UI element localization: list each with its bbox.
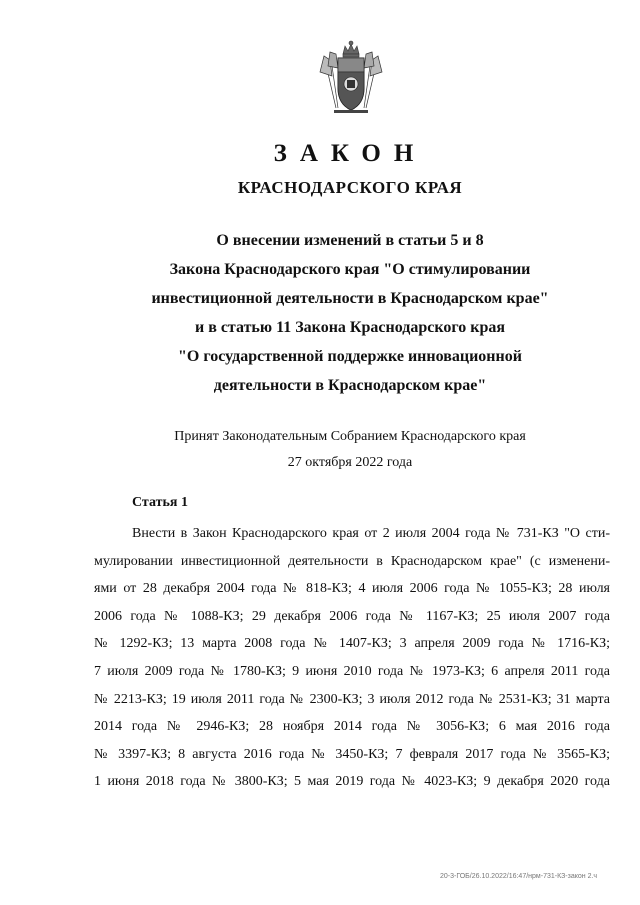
- adoption-date: 27 октября 2022 года: [287, 455, 413, 470]
- article-line: 2006 года № 1088-КЗ; 29 декабря 2006 года № 1167-КЗ; 25 июля 2007 года: [94, 608, 610, 624]
- footer-code: 20-3-ГОБ/26.10.2022/16:47/нрм-731-КЗ-закон 2.ч: [440, 873, 598, 880]
- article-line: № 2213-КЗ; 19 июля 2011 года № 2300-КЗ; 3 июля 2012 года № 2531-КЗ; 31 марта: [94, 691, 610, 707]
- article-line: № 1292-КЗ; 13 марта 2008 года № 1407-КЗ; 3 апреля 2009 года № 1716-КЗ;: [94, 636, 610, 652]
- title-line: "О государственной поддержке инновационной: [178, 348, 522, 365]
- article-body: [94, 520, 610, 796]
- article-heading: Статья 1: [132, 495, 188, 510]
- title-line: и в статью 11 Закона Краснодарского края: [194, 319, 506, 336]
- article-line: 7 июля 2009 года № 1780-КЗ; 9 июня 2010 года № 1973-КЗ; 6 апреля 2011 года: [94, 663, 610, 679]
- article-line: 1 июня 2018 года № 3800-КЗ; 5 мая 2019 года № 4023-КЗ; 9 декабря 2020 года: [94, 774, 610, 790]
- adoption-line: Принят Законодательным Собранием Краснодарского края: [174, 429, 526, 444]
- region-heading: КРАСНОДАРСКОГО КРАЯ: [237, 178, 463, 197]
- law-heading: ЗАКОН: [273, 140, 427, 167]
- title-line: инвестиционной деятельности в Краснодарском крае": [151, 290, 549, 307]
- title-line: О внесении изменений в статьи 5 и 8: [216, 232, 484, 249]
- article-line: Внести в Закон Краснодарского края от 2 июля 2004 года № 731-КЗ "О сти-: [132, 526, 610, 541]
- title-line: Закона Краснодарского края "О стимулировании: [169, 261, 531, 278]
- law-title: [0, 226, 640, 400]
- article-line: ями от 28 декабря 2004 года № 818-КЗ; 4 июля 2006 года № 1055-КЗ; 28 июля: [94, 581, 610, 597]
- article-line: № 3397-КЗ; 8 августа 2016 года № 3450-КЗ; 7 февраля 2017 года № 3565-КЗ;: [94, 746, 610, 762]
- article-line: мулировании инвестиционной деятельности в Краснодарском крае" (с изменени-: [94, 553, 610, 569]
- title-line: деятельности в Краснодарском крае": [213, 377, 487, 394]
- adoption-note: [0, 424, 640, 476]
- article-line: 2014 года № 2946-КЗ; 28 ноября 2014 года № 3056-КЗ; 6 мая 2016 года: [94, 719, 610, 735]
- coat-of-arms-icon: [318, 38, 384, 116]
